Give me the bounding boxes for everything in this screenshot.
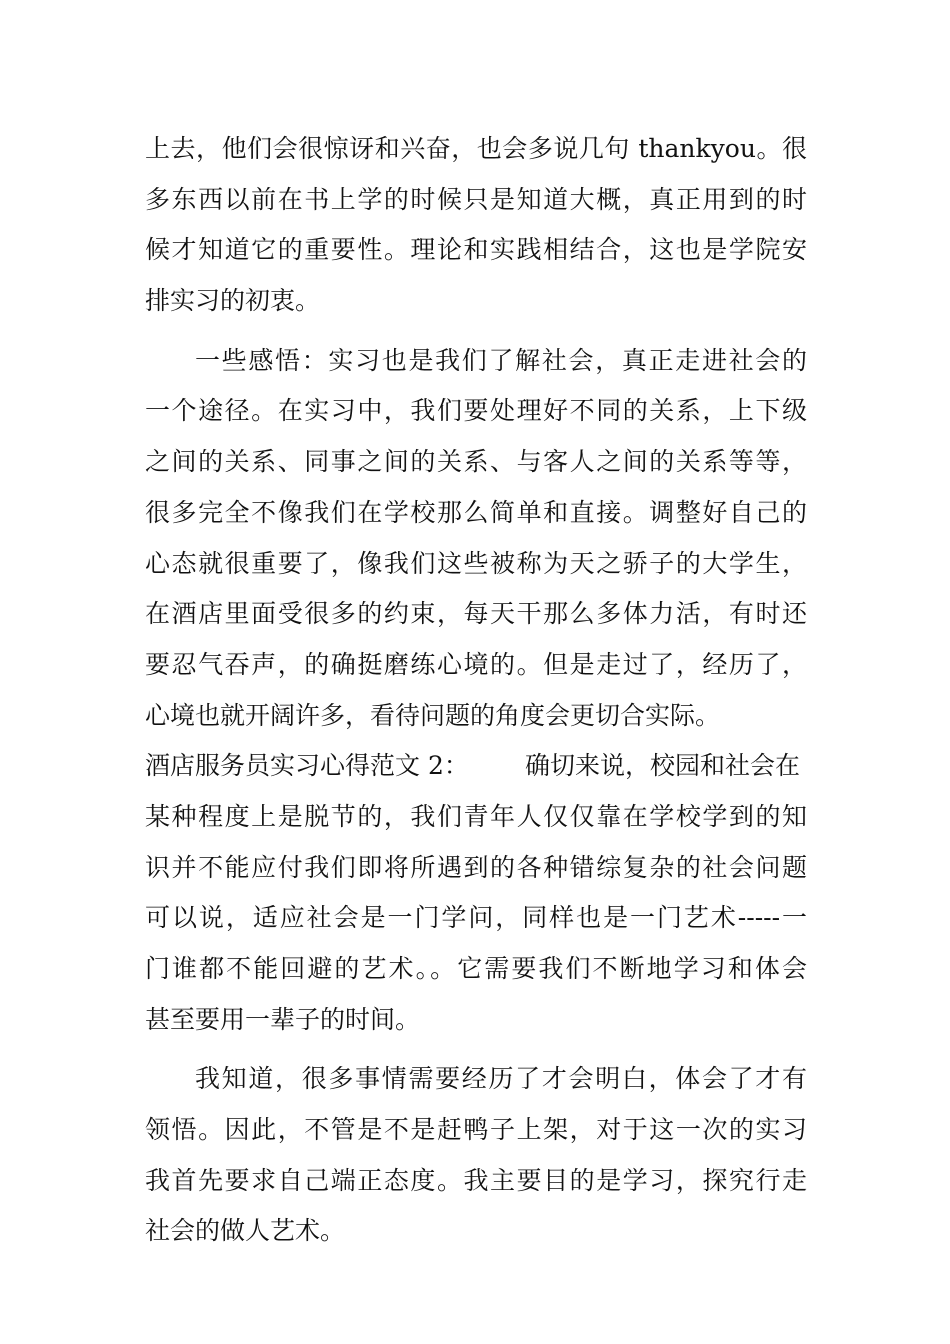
text-line: 一些感悟：实习也是我们了解社会，真正走进社会的	[195, 345, 807, 375]
text-line: 要忍气吞声，的确挺磨练心境的。但是走过了，经历了，	[145, 649, 807, 679]
paragraph-2	[145, 336, 807, 742]
section-title: 酒店服务员实习心得范文 2：	[145, 751, 469, 781]
text-line: 心境也就开阔许多，看待问题的角度会更切合实际。	[145, 700, 721, 730]
text-line: 可以说，适应社会是一门学问，同样也是一门艺术-----一	[145, 903, 807, 933]
section-first-line-text: 确切来说，校园和社会在	[525, 751, 801, 781]
paragraph-1	[145, 124, 807, 327]
text-line: 很多完全不像我们在学校那么简单和直接。调整好自己的	[145, 497, 807, 527]
text-line: 候才知道它的重要性。理论和实践相结合，这也是学院安	[145, 235, 807, 265]
text-line: 领悟。因此，不管是不是赶鸭子上架，对于这一次的实习	[145, 1115, 807, 1145]
text-line: 心态就很重要了，像我们这些被称为天之骄子的大学生，	[145, 548, 807, 578]
text-line: 门谁都不能回避的艺术。。它需要我们不断地学习和体会	[145, 954, 807, 983]
text-line: 我首先要求自己端正态度。我主要目的是学习，探究行走	[145, 1165, 807, 1195]
text-line: 甚至要用一辈子的时间。	[145, 1004, 421, 1034]
text-line: 识并不能应付我们即将所遇到的各种错综复杂的社会问题	[145, 852, 807, 882]
paragraph-4	[145, 1054, 807, 1257]
text-line: 多东西以前在书上学的时候只是知道大概，真正用到的时	[145, 184, 807, 214]
text-line: 某种程度上是脱节的，我们青年人仅仅靠在学校学到的知	[145, 801, 807, 831]
text-line: 排实习的初衷。	[145, 286, 321, 316]
text-line: 在酒店里面受很多的约束，每天干那么多体力活，有时还	[145, 599, 807, 629]
document-body	[145, 124, 807, 1257]
text-line: 我知道，很多事情需要经历了才会明白，体会了才有	[195, 1064, 807, 1094]
text-line: 一个途径。在实习中，我们要处理好不同的关系，上下级	[145, 396, 807, 426]
text-line: 之间的关系、同事之间的关系、与客人之间的关系等等，	[145, 447, 807, 477]
text-line: 上去，他们会很惊讶和兴奋，也会多说几句 thankyou。很	[145, 134, 807, 163]
section-heading-line	[145, 741, 807, 792]
section-2	[145, 741, 807, 1045]
text-line: 社会的做人艺术。	[145, 1216, 346, 1246]
